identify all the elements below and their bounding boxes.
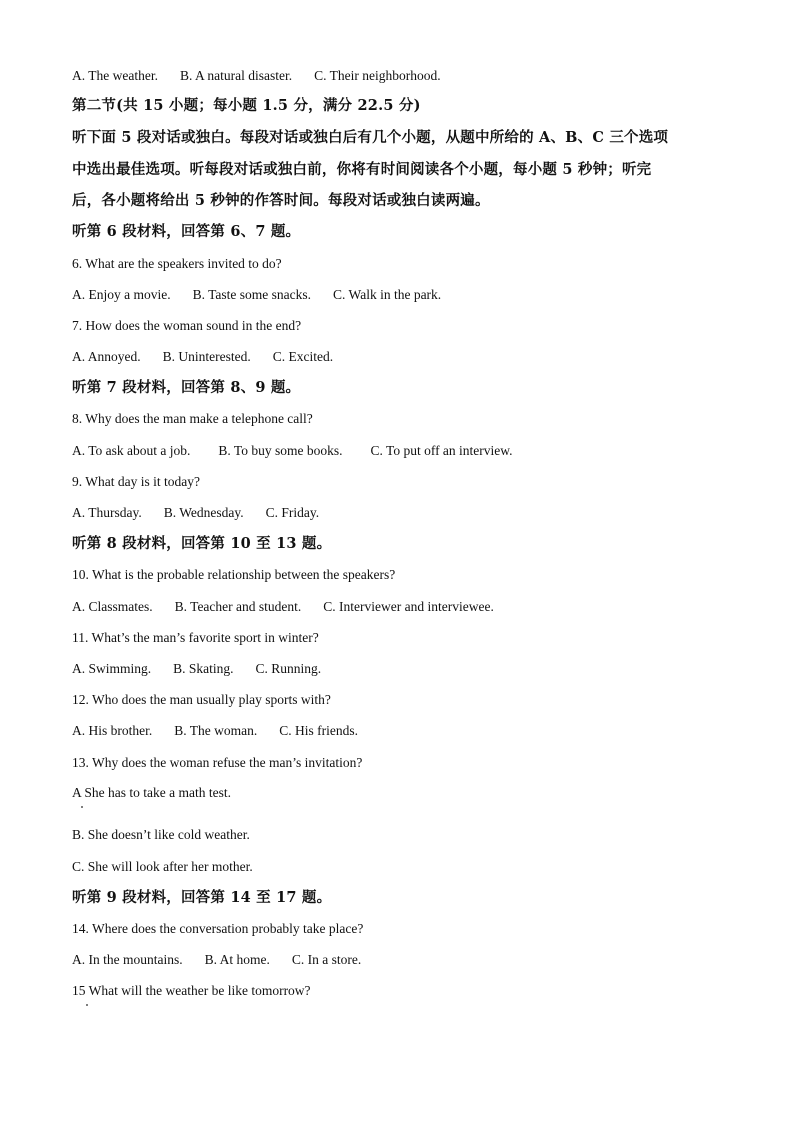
- q12-options: [72, 722, 358, 740]
- question-8: 8. Why does the man make a telephone call?: [72, 411, 313, 426]
- option-c: C. Friday.: [265, 505, 320, 520]
- stray-dot: [86, 1004, 88, 1006]
- q6-options: [72, 286, 441, 304]
- question-7: 7. How does the woman sound in the end?: [72, 318, 302, 333]
- option-b: B. Uninterested.: [162, 349, 251, 364]
- option-a: A. Thursday.: [72, 505, 142, 520]
- option-a: A. Enjoy a movie.: [72, 287, 171, 302]
- option-b: B. A natural disaster.: [179, 68, 293, 83]
- material-9-heading: 听第 9 段材料，回答第 14 至 17 题。: [72, 889, 332, 906]
- option-b: B. The woman.: [174, 723, 258, 738]
- question-13: 13. Why does the woman refuse the man’s invitation?: [72, 755, 363, 770]
- option-a: A. His brother.: [72, 723, 153, 738]
- option-a: A. The weather.: [72, 68, 158, 83]
- question-9: 9. What day is it today?: [72, 474, 200, 489]
- option-a: A. Swimming.: [72, 661, 152, 676]
- question-14: 14. Where does the conversation probably take place?: [72, 921, 364, 936]
- option-b: B. Taste some snacks.: [192, 287, 312, 302]
- q7-options: [72, 348, 333, 366]
- instructions-line-3: 后，各小题将给出 5 秒钟的作答时间。每段对话或独白读两遍。: [72, 192, 490, 209]
- q13-option-a: A She has to take a math test.: [72, 785, 231, 800]
- stray-dot: [81, 806, 83, 808]
- instructions-line-1: 听下面 5 段对话或独白。每段对话或独白后有几个小题，从题中所给的 A、B、C 三个选项: [72, 129, 669, 146]
- instructions-line-2: 中选出最佳选项。听每段对话或独白前，你将有时间阅读各个小题，每小题 5 秒钟；听完: [72, 161, 652, 178]
- q9-options: [72, 504, 319, 522]
- option-c: C. Excited.: [272, 349, 334, 364]
- option-b: B. To buy some books.: [218, 443, 343, 458]
- question-11: 11. What’s the man’s favorite sport in winter?: [72, 630, 319, 645]
- option-c: C. Walk in the park.: [333, 287, 442, 302]
- option-a: A. Classmates.: [72, 599, 153, 614]
- option-b: B. Teacher and student.: [174, 599, 302, 614]
- option-c: C. Their neighborhood.: [314, 68, 441, 83]
- q8-options: [72, 442, 513, 460]
- question-10: 10. What is the probable relationship between the speakers?: [72, 567, 396, 582]
- option-b: B. Skating.: [173, 661, 234, 676]
- question-12: 12. Who does the man usually play sports with?: [72, 692, 331, 707]
- option-c: C. His friends.: [279, 723, 358, 738]
- section-heading: 第二节(共 15 小题；每小题 1.5 分，满分 22.5 分): [72, 97, 421, 114]
- material-8-heading: 听第 8 段材料，回答第 10 至 13 题。: [72, 535, 332, 552]
- q13-option-c: C. She will look after her mother.: [72, 859, 253, 874]
- option-a: A. To ask about a job.: [72, 443, 191, 458]
- option-c: C. In a store.: [291, 952, 362, 967]
- q13-option-b: B. She doesn’t like cold weather.: [72, 827, 250, 842]
- option-c: C. To put off an interview.: [370, 443, 513, 458]
- material-6-heading: 听第 6 段材料，回答第 6、7 题。: [72, 223, 301, 240]
- question-6: 6. What are the speakers invited to do?: [72, 256, 282, 271]
- option-c: C. Running.: [255, 661, 322, 676]
- question-15: 15 What will the weather be like tomorrow?: [72, 983, 311, 998]
- q14-options: [72, 951, 361, 969]
- option-a: A. In the mountains.: [72, 952, 183, 967]
- material-7-heading: 听第 7 段材料，回答第 8、9 题。: [72, 379, 301, 396]
- option-b: B. At home.: [204, 952, 270, 967]
- q10-options: [72, 598, 494, 616]
- q11-options: [72, 660, 321, 678]
- option-b: B. Wednesday.: [163, 505, 244, 520]
- q5-options: [72, 67, 441, 85]
- option-c: C. Interviewer and interviewee.: [323, 599, 494, 614]
- option-a: A. Annoyed.: [72, 349, 141, 364]
